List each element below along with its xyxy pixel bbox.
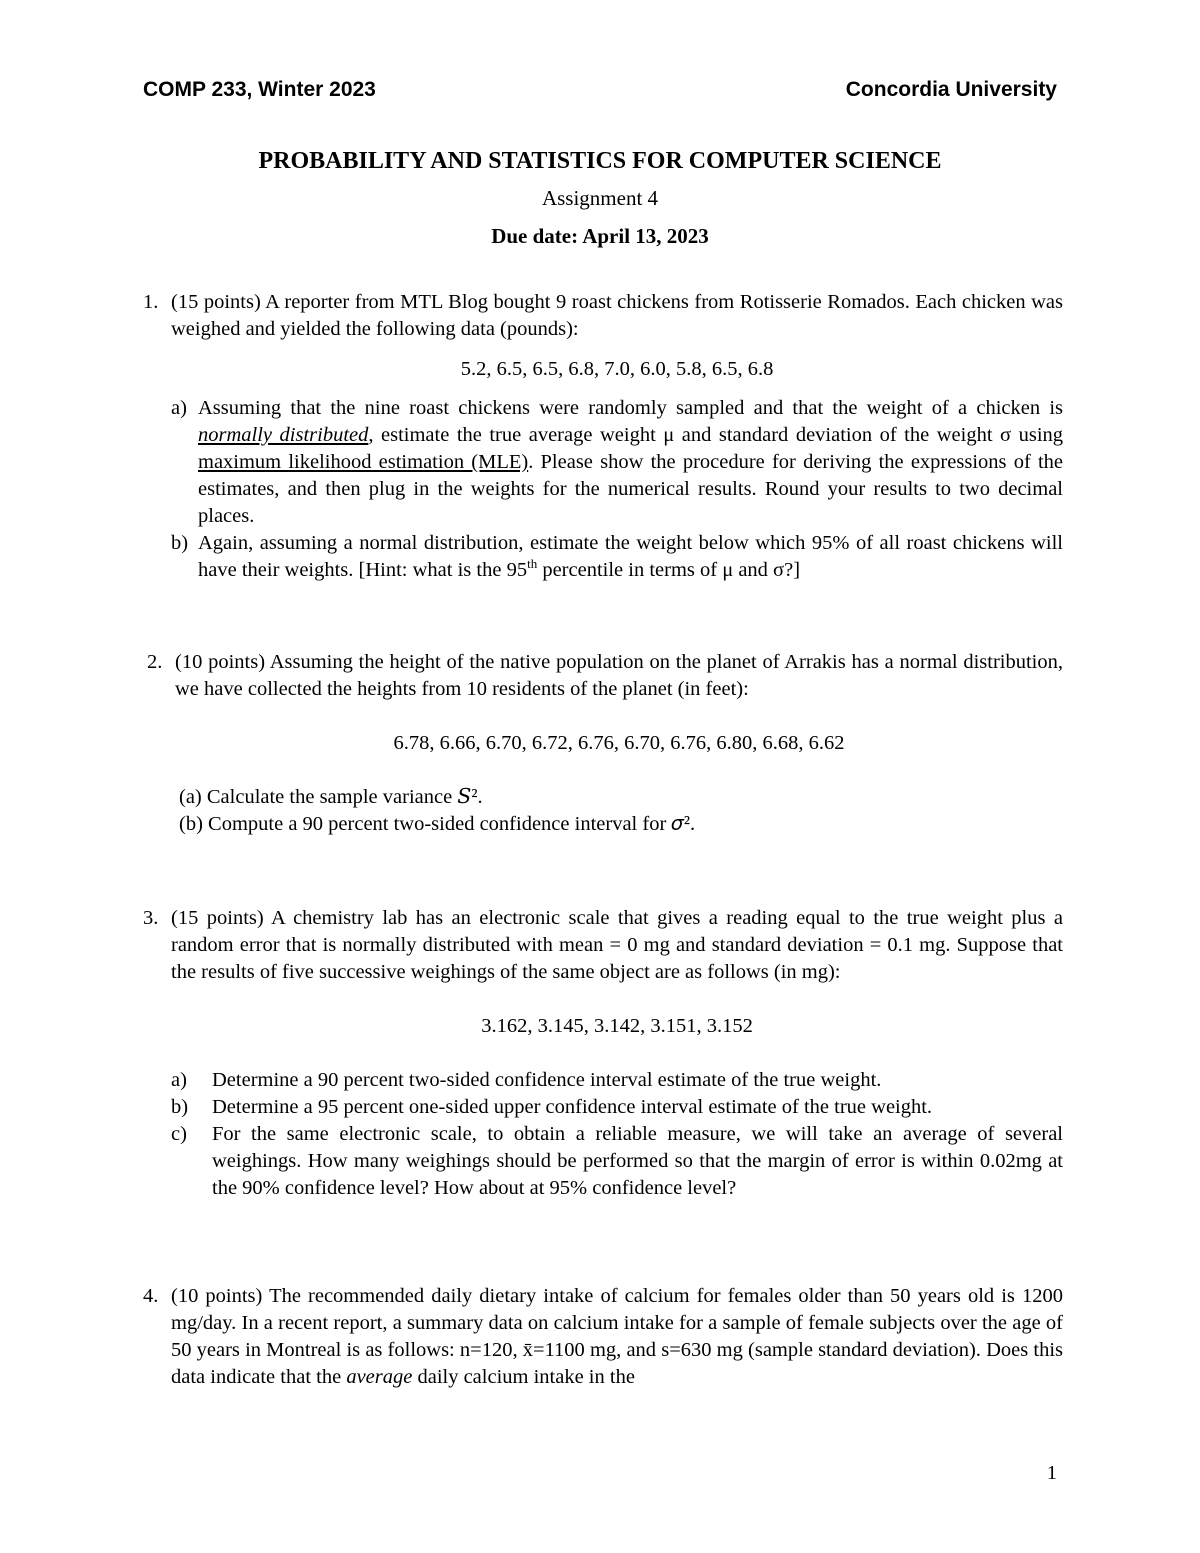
underlined-text: maximum likelihood estimation (MLE): [198, 451, 529, 473]
question-number: 1.: [143, 291, 159, 313]
sub-question-a: a) Assuming that the nine roast chickens were randomly sampled and that the weight of a chicken is normally distributed, estimate the true average weight μ and standard deviation of the weight σ using maximum likelihood estimation (MLE). Please show the procedure for deriving the expressions of the estimates, and then plug in the weights for the numerical results. Round your results to two decimal places.: [171, 397, 1064, 527]
question-number: 2.: [147, 651, 163, 673]
question-intro: (15 points) A chemistry lab has an electronic scale that gives a reading equal to the true weight plus a random error that is normally distributed with mean = 0 mg and standard deviation = 0.1 mg. Suppose that the results of five successive weighings of the same object are as follows (in mg):: [171, 907, 1063, 983]
assignment-label: Assignment 4: [541, 186, 659, 210]
sub-question-c: c) For the same electronic scale, to obtain a reliable measure, we will take an average of several weighings. How many weighings should be performed so that the margin of error is within 0.02mg at the 90% confidence level? How about at 95% confidence level?: [171, 1123, 1063, 1199]
sub-question-b: b) Determine a 95 percent one-sided upper confidence interval estimate of the true weight.: [171, 1096, 933, 1118]
data-values: 5.2, 6.5, 6.5, 6.8, 7.0, 6.0, 5.8, 6.5, 6.8: [460, 358, 774, 380]
due-date: Due date: April 13, 2023: [491, 224, 709, 248]
sub-question-a: a) Determine a 90 percent two-sided confidence interval estimate of the true weight.: [171, 1069, 882, 1091]
question-intro: (10 points) The recommended daily dietary intake of calcium for females older than 50 years old is 1200 mg/day. In a recent report, a summary data on calcium intake for a sample of female subjects over the age of 50 years in Montreal is as follows: n=120, x̄=1100 mg, and s=630 mg (sample standard deviation). Does this data indicate that the average daily calcium intake in the: [171, 1285, 1063, 1388]
university-label: Concordia University: [845, 78, 1057, 101]
question-2: [143, 649, 1063, 838]
title-block: [0, 148, 1200, 254]
sub-question-b: (b) Compute a 90 percent two-sided confidence interval for 𝜎².: [179, 813, 696, 835]
question-4: [143, 1283, 1063, 1391]
page-number: 1: [1046, 1462, 1057, 1484]
emphasis-text: normally distributed: [198, 424, 369, 446]
data-values: 3.162, 3.145, 3.142, 3.151, 3.152: [481, 1015, 753, 1037]
data-values: 6.78, 6.66, 6.70, 6.72, 6.76, 6.70, 6.76, 6.80, 6.68, 6.62: [393, 732, 845, 754]
page-header: [143, 78, 1057, 108]
sub-question-b: b) Again, assuming a normal distribution, estimate the weight below which 95% of all roast chickens will have their weights. [Hint: what is the 95th percentile in terms of μ and σ?]: [171, 532, 1063, 581]
question-intro: (15 points) A reporter from MTL Blog bought 9 roast chickens from Rotisserie Romados. Each chicken was weighed and yielded the following data (pounds):: [171, 291, 1063, 340]
emphasis-text: average: [346, 1366, 413, 1388]
sub-question-a: (a) Calculate the sample variance 𝑆².: [179, 786, 483, 808]
question-1: [143, 289, 1063, 584]
question-3: [143, 905, 1063, 1202]
course-label: COMP 233, Winter 2023: [143, 78, 376, 101]
document-title: PROBABILITY AND STATISTICS FOR COMPUTER SCIENCE: [258, 148, 942, 174]
question-number: 3.: [143, 907, 159, 929]
question-intro: (10 points) Assuming the height of the native population on the planet of Arrakis has a normal distribution, we have collected the heights from 10 residents of the planet (in feet):: [175, 651, 1063, 700]
question-number: 4.: [143, 1285, 159, 1307]
